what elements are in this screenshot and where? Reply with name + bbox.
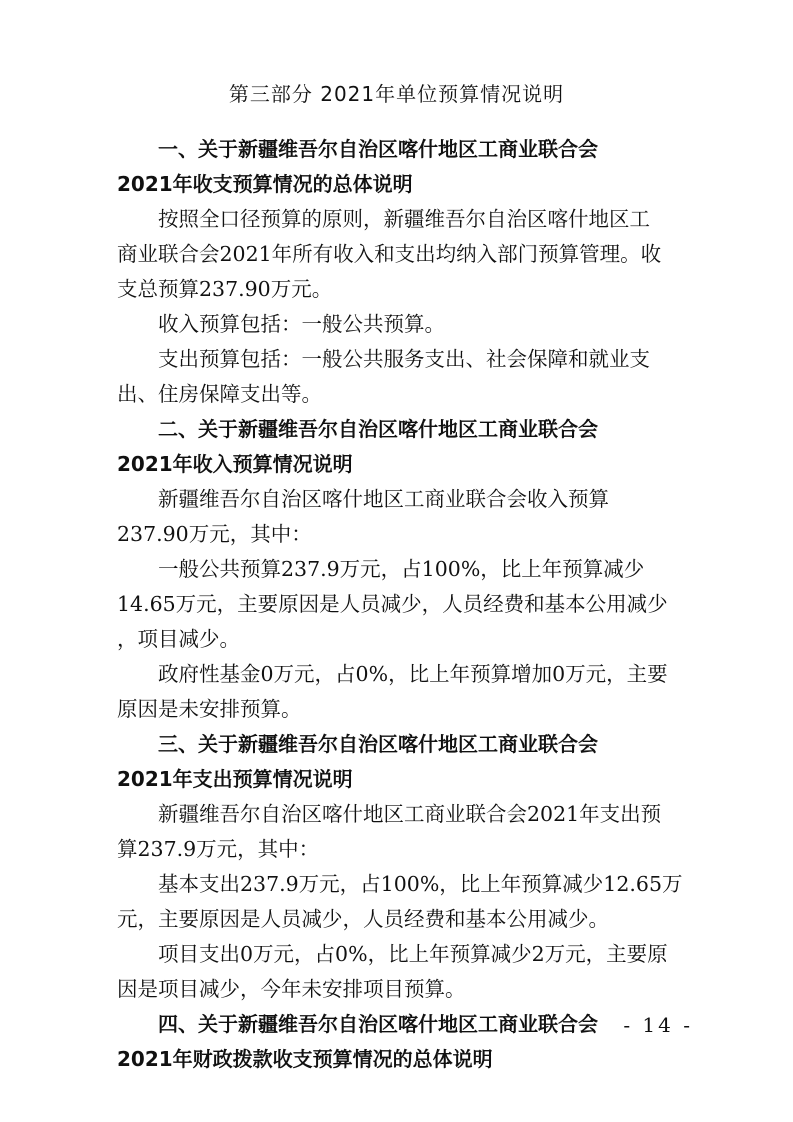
- section-4-heading: 四、关于新疆维吾尔自治区喀什地区工商业联合会: [158, 1012, 598, 1036]
- paragraph-line: 政府性基金0万元，占0%，比上年预算增加0万元，主要: [158, 662, 668, 686]
- paragraph-line: 基本支出237.9万元，占100%，比上年预算减少12.65万: [158, 872, 683, 896]
- paragraph-line: 237.90万元，其中：: [117, 522, 312, 546]
- section-1-heading-cont: 2021年收支预算情况的总体说明: [117, 172, 413, 196]
- paragraph-line: 收入预算包括：一般公共预算。: [158, 312, 445, 336]
- paragraph-line: 新疆维吾尔自治区喀什地区工商业联合会2021年支出预: [158, 802, 662, 826]
- paragraph-line: 因是项目减少，今年未安排项目预算。: [117, 977, 466, 1001]
- paragraph-line: ，项目减少。: [117, 627, 240, 651]
- paragraph-line: 项目支出0万元，占0%，比上年预算减少2万元，主要原: [158, 942, 668, 966]
- section-1-heading: 一、关于新疆维吾尔自治区喀什地区工商业联合会: [158, 137, 598, 161]
- paragraph-line: 商业联合会2021年所有收入和支出均纳入部门预算管理。收: [117, 242, 662, 266]
- section-2-heading: 二、关于新疆维吾尔自治区喀什地区工商业联合会: [158, 417, 598, 441]
- section-3-heading-cont: 2021年支出预算情况说明: [117, 767, 353, 791]
- section-2-heading-cont: 2021年收入预算情况说明: [117, 452, 353, 476]
- paragraph-line: 元，主要原因是人员减少，人员经费和基本公用减少。: [117, 907, 609, 931]
- paragraph-line: 新疆维吾尔自治区喀什地区工商业联合会收入预算: [158, 487, 609, 511]
- page-title: 第三部分 2021年单位预算情况说明: [228, 82, 565, 106]
- page-number: - 14 -: [623, 1013, 693, 1037]
- paragraph-line: 原因是未安排预算。: [117, 697, 302, 721]
- paragraph-line: 出、住房保障支出等。: [117, 382, 322, 406]
- paragraph-line: 支总预算237.90万元。: [117, 277, 333, 301]
- paragraph-line: 14.65万元，主要原因是人员减少，人员经费和基本公用减少: [117, 592, 668, 616]
- paragraph-line: 按照全口径预算的原则，新疆维吾尔自治区喀什地区工: [158, 207, 650, 231]
- paragraph-line: 算237.9万元，其中：: [117, 837, 320, 861]
- section-3-heading: 三、关于新疆维吾尔自治区喀什地区工商业联合会: [158, 732, 598, 756]
- paragraph-line: 一般公共预算237.9万元，占100%，比上年预算减少: [158, 557, 645, 581]
- section-4-heading-cont: 2021年财政拨款收支预算情况的总体说明: [117, 1047, 493, 1071]
- paragraph-line: 支出预算包括：一般公共服务支出、社会保障和就业支: [158, 347, 650, 371]
